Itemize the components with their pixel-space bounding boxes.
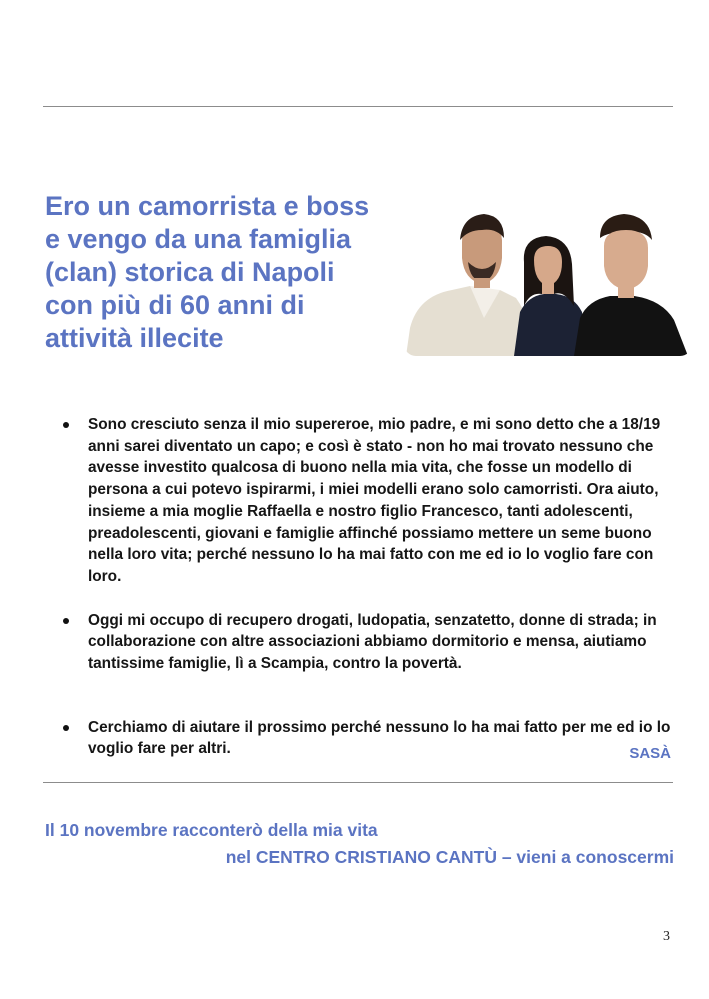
bullet-icon	[63, 725, 69, 731]
signature: SASÀ	[629, 745, 671, 762]
headline-line: (clan) storica di Napoli	[45, 257, 335, 287]
event-line-date: Il 10 novembre racconterò della mia vita	[45, 820, 378, 840]
headline-line: attività illecite	[45, 323, 224, 353]
bottom-divider	[43, 782, 673, 783]
top-divider	[43, 106, 673, 107]
bullet-text: Oggi mi occupo di recupero drogati, ludopatia, senzatetto, donne di strada; in collaborazione con altre associazioni abbiamo dormitorio e mensa, aiutiamo tantissime famiglie, lì a Scampia, contro la povertà.	[88, 611, 657, 673]
family-photo-illustration	[404, 210, 692, 356]
event-line-location: nel CENTRO CRISTIANO CANTÙ – vieni a conoscermi	[225, 847, 674, 867]
event-announcement	[45, 820, 675, 868]
family-photo	[404, 210, 692, 356]
bullet-text: Sono cresciuto senza il mio supereroe, mio padre, e mi sono detto che a 18/19 anni sarei diventato un capo; e così è stato - non ho mai trovato nessuno che avesse investito qualcosa di buono nella mia vita, che fosse un modello di persona a cui potevo ispirarmi, i miei modelli erano solo camorristi. Ora aiuto, insieme a mia moglie Raffaella e nostro figlio Francesco, tanti adolescenti, preadolescenti, giovani e famiglie affinché possiamo mettere un seme buono nella loro vita; perché nessuno lo ha mai fatto con me ed io lo voglio fare con loro.	[88, 416, 661, 585]
bullet-icon	[63, 618, 69, 624]
headline	[45, 190, 405, 355]
bullet-icon	[63, 422, 69, 428]
headline-line: Ero un camorrista e boss	[45, 191, 370, 221]
bullet-list	[63, 414, 675, 760]
list-item	[63, 717, 675, 760]
list-item	[63, 414, 675, 588]
list-item	[63, 610, 675, 675]
page-number: 3	[663, 929, 670, 944]
headline-line: e vengo da una famiglia	[45, 224, 352, 254]
headline-line: con più di 60 anni di	[45, 290, 305, 320]
bullet-text: Cerchiamo di aiutare il prossimo perché nessuno lo ha mai fatto per me ed io lo voglio fare per altri.	[88, 718, 671, 758]
